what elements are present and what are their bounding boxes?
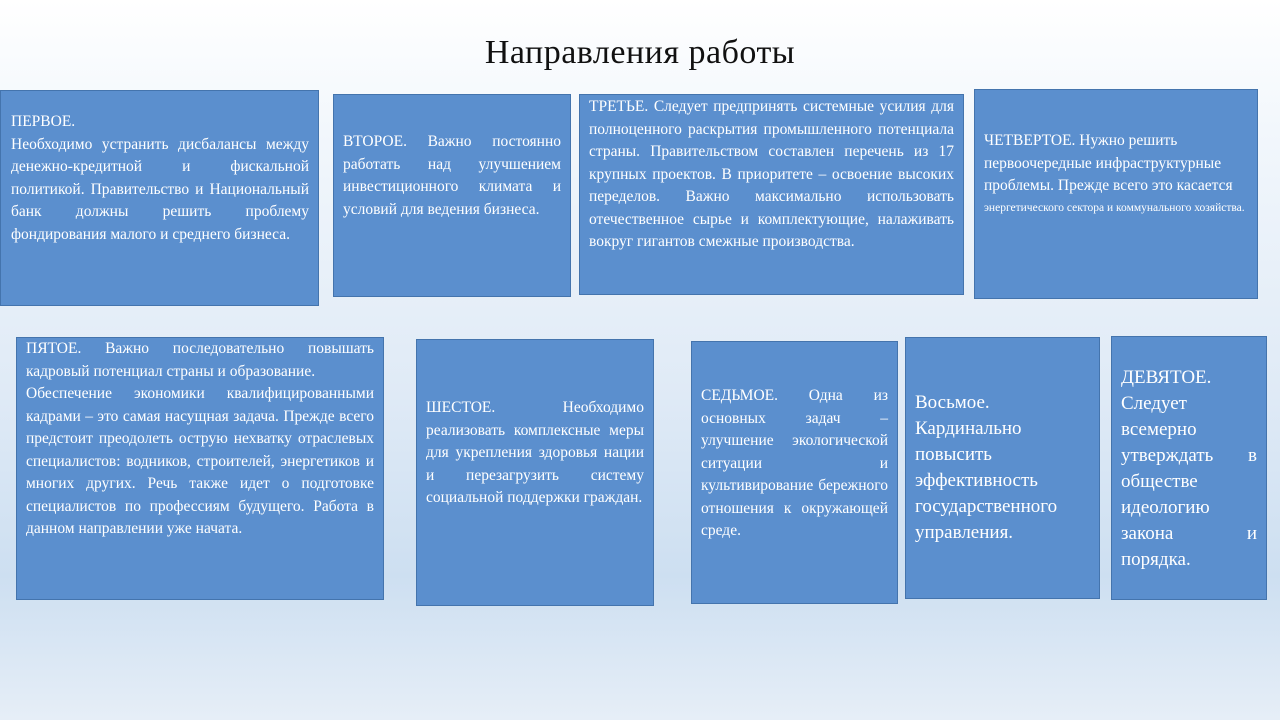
direction-box-fourth xyxy=(974,89,1258,299)
direction-text: ВТОРОЕ. Важно постоянно работать над улучшением инвестиционного климата и условий для ведения бизнеса. xyxy=(343,133,561,218)
direction-box-eighth xyxy=(905,337,1100,599)
direction-text: ЧЕТВЕРТОЕ. Нужно решить первоочередные инфраструктурные проблемы. Прежде всего это касается xyxy=(984,132,1233,194)
direction-text: ШЕСТОЕ. Необходимо реализовать комплексные меры для укрепления здоровья нации и перезагрузить систему социальной поддержки граждан. xyxy=(426,399,644,506)
direction-box-ninth xyxy=(1111,336,1267,600)
page-title: Направления работы xyxy=(484,34,796,71)
direction-box-sixth xyxy=(416,339,654,606)
direction-box-first xyxy=(0,90,319,306)
direction-box-seventh xyxy=(691,341,898,604)
direction-text: Восьмое. Кардинально повысить эффективность государственного управления. xyxy=(915,392,1058,543)
direction-box-fifth xyxy=(16,337,384,600)
direction-box-third xyxy=(579,94,964,295)
direction-text: ДЕВЯТОЕ. Следует всемерно утверждать в обществе идеологию закона и порядка. xyxy=(1121,367,1257,570)
direction-text: ПЕРВОЕ. Необходимо устранить дисбалансы между денежно-кредитной и фискальной политикой. Правительство и Национальный банк должны решить проблему фондирования малого и среднего бизнеса. xyxy=(11,113,309,243)
direction-text: ТРЕТЬЕ. Следует предпринять системные усилия для полноценного раскрытия промышленного потенциала страны. Правительством составлен перечень из 17 крупных проектов. В приоритете – освоение высоких переделов. Важно максимально использовать отечественное сырье и комплектующие, налаживать вокруг гигантов смежные производства. xyxy=(589,98,954,250)
direction-text-small: энергетического сектора и коммунального хозяйства. xyxy=(984,201,1245,214)
direction-text: ПЯТОЕ. Важно последовательно повышать кадровый потенциал страны и образование. Обеспечение экономики квалифицированными кадрами – это самая насущная задача. Прежде всего предстоит преодолеть острую нехватку отраслевых специалистов: водников, строителей, энергетиков и многих других. Речь также идет о подготовке специалистов по профессиям будущего. Работа в данном направлении уже начата. xyxy=(26,340,374,537)
direction-text: СЕДЬМОЕ. Одна из основных задач – улучшение экологической ситуации и культивирование бережного отношения к окружающей среде. xyxy=(701,387,888,539)
direction-box-second xyxy=(333,94,571,297)
